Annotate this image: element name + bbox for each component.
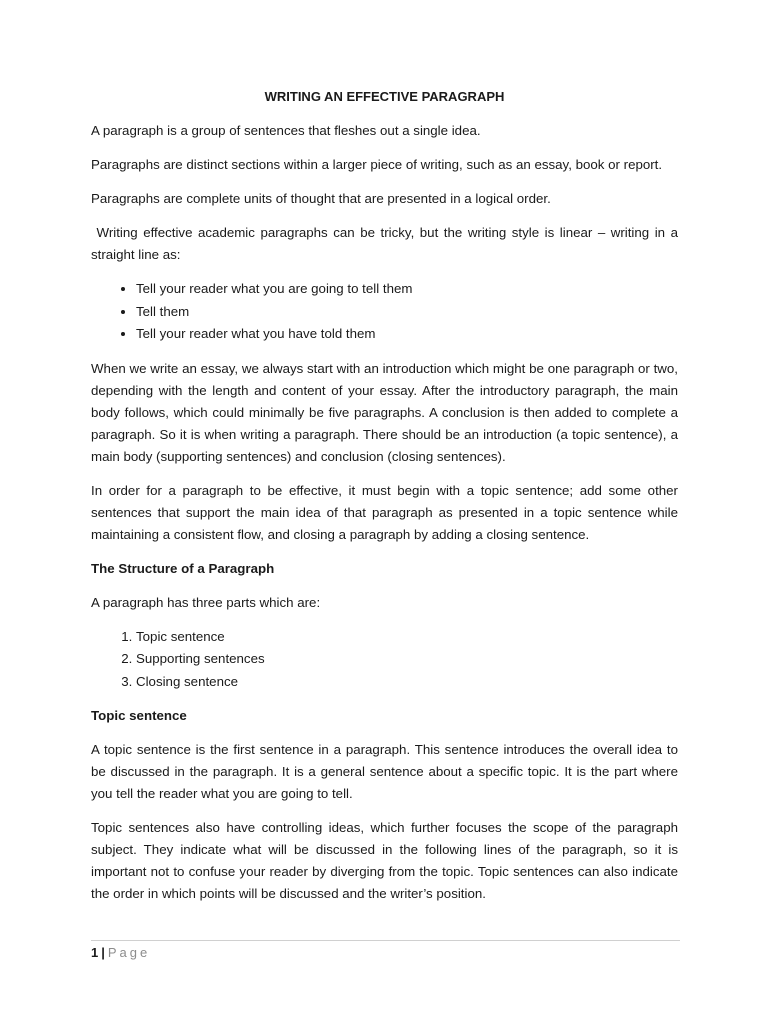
page-separator: | [101, 945, 105, 960]
intro-paragraph-4: Writing effective academic paragraphs can be tricky, but the writing style is linear – writing in a straight line as: [91, 225, 682, 262]
body-paragraph-2: In order for a paragraph to be effective, it must begin with a topic sentence; add some other sentences that support the main idea of that paragraph as presented in a topic sentence while maintaining a consistent flow, and closing a paragraph by adding a closing sentence. [91, 482, 678, 542]
body-paragraph-1: When we write an essay, we always start with an introduction which might be one paragraph or two, depending with the length and content of your essay. After the introductory paragraph, the main body follows, which could minimally be five paragraphs. A conclusion is then added to complete a paragraph. So it is when writing a paragraph. There should be an introduction (a topic sentence), a main body (supporting sentences) and conclusion (closing sentences). [91, 360, 678, 464]
bullet-item: • Tell your reader what you have told them [136, 323, 678, 346]
intro-paragraph-3: Paragraphs are complete units of thought that are presented in a logical order. [91, 191, 551, 206]
document-title: WRITING AN EFFECTIVE PARAGRAPH [264, 89, 505, 104]
parts-item: 1. Topic sentence [136, 626, 678, 649]
parts-item: 2. Supporting sentences [136, 648, 678, 671]
parts-list [91, 626, 678, 694]
bullet-item: • Tell your reader what you are going to tell them [136, 278, 678, 301]
topic-paragraph-2: Topic sentences also have controlling ideas, which further focuses the scope of the paragraph subject. They indicate what will be discussed in the following lines of the paragraph, so it is important not to confuse your reader by diverging from the topic. Topic sentences can also indicate the order in which points will be discussed and the writer’s position. [91, 820, 678, 901]
structure-intro: A paragraph has three parts which are: [91, 594, 321, 610]
intro-paragraph-1: A paragraph is a group of sentences that fleshes out a single idea. [91, 123, 481, 138]
bullet-item: • Tell them [136, 301, 678, 324]
structure-heading: The Structure of a Paragraph [91, 560, 275, 576]
page-number: 1 [91, 945, 99, 960]
topic-sentence-heading: Topic sentence [91, 708, 187, 723]
page-footer [91, 940, 680, 963]
parts-item: 3. Closing sentence [136, 671, 678, 694]
page-label: Page [107, 945, 151, 960]
topic-paragraph-1: A topic sentence is the first sentence in a paragraph. This sentence introduces the overall idea to be discussed in the paragraph. It is a general sentence about a specific topic. It is the part where you tell the reader what you are going to tell. [91, 742, 678, 801]
intro-paragraph-2: Paragraphs are distinct sections within a larger piece of writing, such as an essay, book or report. [91, 157, 663, 172]
document-body [91, 86, 682, 917]
bullet-list [91, 278, 678, 346]
